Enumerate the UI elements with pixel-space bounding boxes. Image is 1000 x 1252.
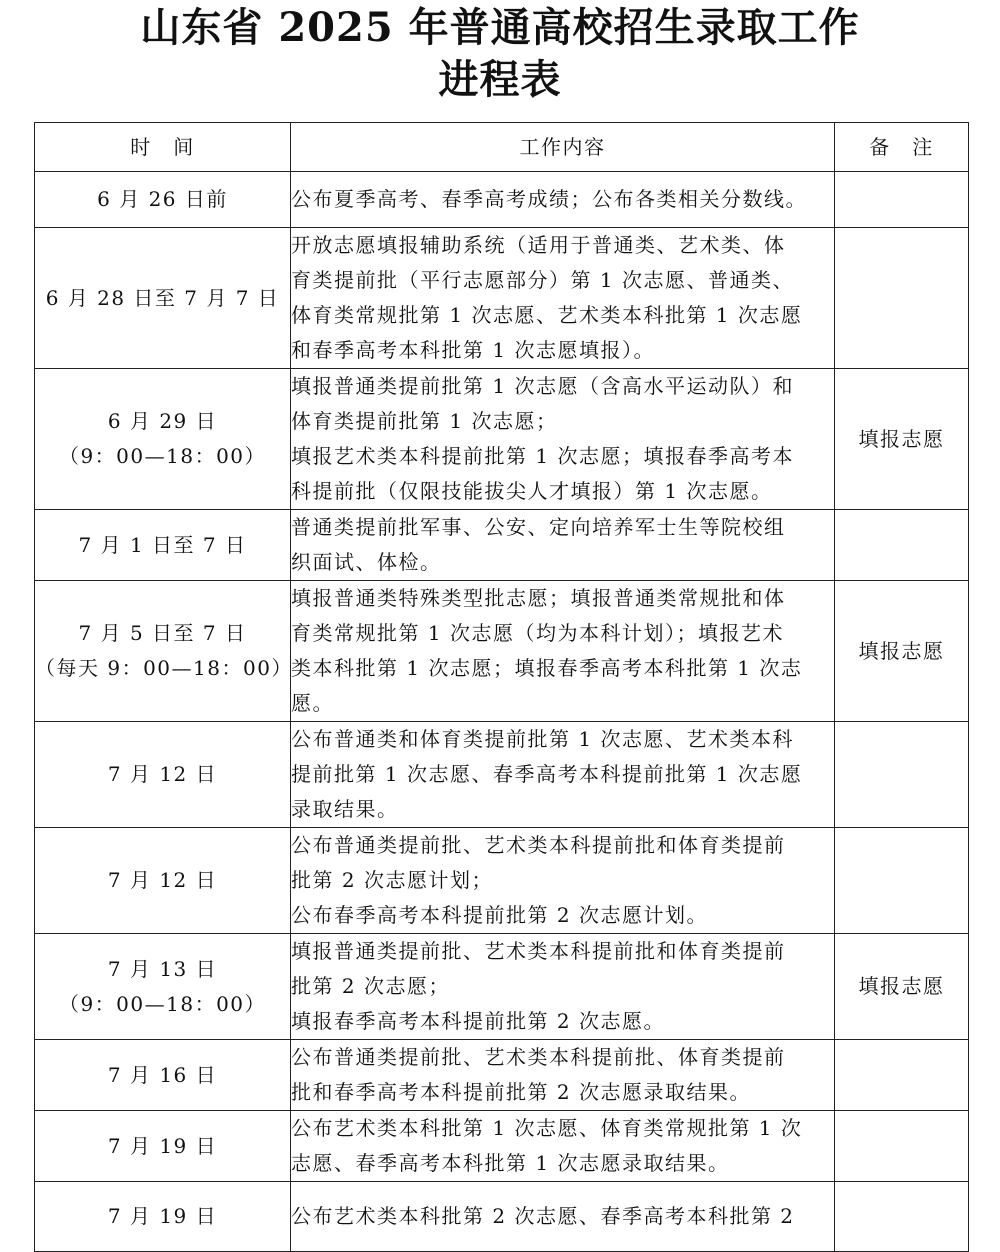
table-row: [35, 934, 969, 1040]
table-row: [35, 1182, 969, 1252]
content-cell: [291, 1111, 835, 1182]
content-line: 体育类常规批第 1 次志愿、艺术类本科批第 1 次志愿: [291, 303, 803, 327]
content-line: 公布普通类和体育类提前批第 1 次志愿、艺术类本科: [291, 727, 794, 751]
content-cell: [291, 1040, 835, 1111]
time-line: 7 月 12 日: [107, 762, 218, 786]
time-cell: [35, 828, 291, 934]
note-cell: [835, 1111, 969, 1182]
content-line: 批第 2 次志愿计划；: [291, 868, 493, 892]
schedule-table: [34, 122, 969, 1252]
content-line: 愿。: [291, 691, 334, 715]
content-line: 普通类提前批军事、公安、定向培养军士生等院校组: [291, 515, 786, 539]
schedule-body: [35, 172, 969, 1252]
note-cell: [835, 828, 969, 934]
content-line: 填报普通类特殊类型批志愿；填报普通类常规批和体: [291, 586, 786, 610]
note-cell: 填报志愿: [835, 934, 969, 1040]
table-row: [35, 172, 969, 228]
time-cell: [35, 1182, 291, 1252]
time-cell: [35, 934, 291, 1040]
content-line: 提前批第 1 次志愿、春季高考本科提前批第 1 次志愿: [291, 762, 803, 786]
title-line-1: 山东省 2025 年普通高校招生录取工作: [140, 4, 860, 51]
content-line: 填报春季高考本科提前批第 2 次志愿。: [291, 1009, 665, 1033]
content-line: 体育类提前批第 1 次志愿；: [291, 409, 558, 433]
time-cell: [35, 228, 291, 369]
time-line: 7 月 13 日: [107, 956, 218, 981]
content-line: 填报普通类提前批第 1 次志愿（含高水平运动队）和: [291, 374, 794, 398]
header-time: 时 间: [35, 123, 291, 172]
content-line: 育类常规批第 1 次志愿（均为本科计划）；填报艺术: [291, 621, 784, 645]
time-line: （9：00—18：00）: [58, 444, 267, 468]
note-cell: [835, 510, 969, 581]
content-cell: [291, 581, 835, 722]
content-line: 填报普通类提前批、艺术类本科提前批和体育类提前: [291, 939, 786, 963]
note-cell: 填报志愿: [835, 581, 969, 722]
content-line: 填报艺术类本科提前批第 1 次志愿；填报春季高考本: [291, 444, 794, 468]
table-row: [35, 228, 969, 369]
note-cell: 填报志愿: [835, 369, 969, 510]
note-cell: [835, 1182, 969, 1252]
time-line: 6 月 28 日至 7 月 7 日: [45, 285, 280, 310]
time-line: （每天 9：00—18：00）: [35, 656, 293, 680]
content-line: 公布艺术类本科批第 1 次志愿、体育类常规批第 1 次: [291, 1116, 803, 1140]
content-line: 和春季高考本科批第 1 次志愿填报）。: [291, 338, 655, 362]
note-cell: [835, 228, 969, 369]
content-cell: [291, 510, 835, 581]
content-cell: [291, 1182, 835, 1252]
content-cell: [291, 228, 835, 369]
time-cell: [35, 722, 291, 828]
content-line: 公布夏季高考、春季高考成绩；公布各类相关分数线。: [291, 187, 807, 211]
content-line: 批第 2 次志愿；: [291, 974, 450, 998]
time-line: 7 月 19 日: [107, 1133, 218, 1158]
content-line: 公布春季高考本科提前批第 2 次志愿计划。: [291, 903, 708, 927]
time-cell: [35, 172, 291, 228]
time-cell: [35, 369, 291, 510]
table-row: [35, 369, 969, 510]
content-cell: [291, 369, 835, 510]
content-line: 类本科批第 1 次志愿；填报春季高考本科批第 1 次志: [291, 656, 803, 680]
content-line: 公布普通类提前批、艺术类本科提前批、体育类提前: [291, 1045, 786, 1069]
time-line: 6 月 26 日前: [97, 187, 228, 211]
content-line: 开放志愿填报辅助系统（适用于普通类、艺术类、体: [291, 233, 786, 257]
content-cell: [291, 828, 835, 934]
note-cell: [835, 172, 969, 228]
content-line: 志愿、春季高考本科批第 1 次志愿录取结果。: [291, 1151, 730, 1175]
header-note: 备 注: [835, 123, 969, 172]
content-line: 公布普通类提前批、艺术类本科提前批和体育类提前: [291, 833, 786, 857]
content-cell: [291, 934, 835, 1040]
content-line: 公布艺术类本科批第 2 次志愿、春季高考本科批第 2: [291, 1204, 795, 1228]
header-content: 工作内容: [291, 123, 835, 172]
table-row: [35, 722, 969, 828]
content-line: 批和春季高考本科提前批第 2 次志愿录取结果。: [291, 1080, 751, 1104]
time-cell: [35, 1111, 291, 1182]
time-line: （9：00—18：00）: [58, 991, 267, 1016]
time-line: 6 月 29 日: [107, 409, 218, 433]
content-line: 录取结果。: [291, 797, 399, 821]
table-row: [35, 1040, 969, 1111]
time-line: 7 月 5 日至 7 日: [78, 621, 247, 645]
table-row: [35, 581, 969, 722]
table-row: [35, 510, 969, 581]
time-line: 7 月 12 日: [107, 868, 218, 892]
time-line: 7 月 19 日: [107, 1204, 218, 1228]
content-cell: [291, 722, 835, 828]
time-line: 7 月 16 日: [107, 1062, 218, 1087]
table-row: [35, 1111, 969, 1182]
content-line: 育类提前批（平行志愿部分）第 1 次志愿、普通类、: [291, 268, 794, 292]
time-cell: [35, 510, 291, 581]
content-cell: [291, 172, 835, 228]
table-row: [35, 828, 969, 934]
time-cell: [35, 581, 291, 722]
content-line: 科提前批（仅限技能拔尖人才填报）第 1 次志愿。: [291, 479, 773, 503]
time-cell: [35, 1040, 291, 1111]
note-cell: [835, 722, 969, 828]
content-line: 织面试、体检。: [291, 550, 442, 574]
time-line: 7 月 1 日至 7 日: [78, 532, 247, 557]
table-header-row: [35, 123, 969, 172]
note-cell: [835, 1040, 969, 1111]
title-line-2: 进程表: [438, 56, 562, 103]
